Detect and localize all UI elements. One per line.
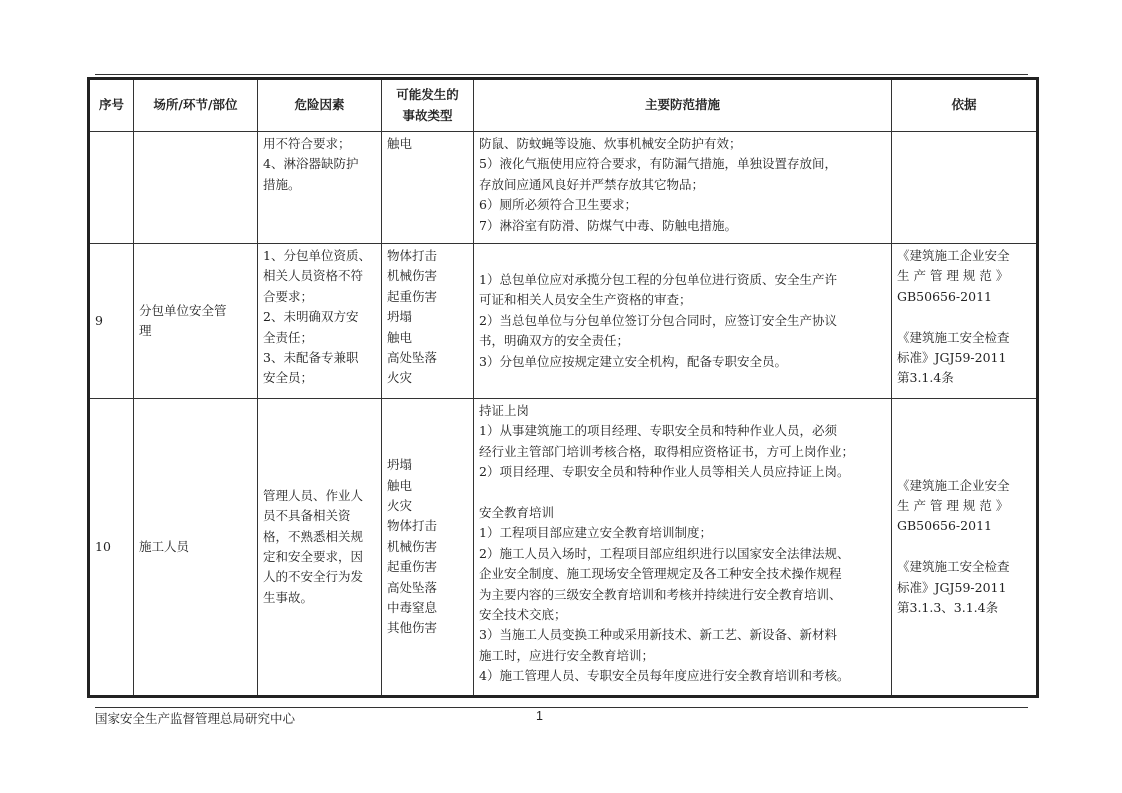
table-header-row [89,79,1038,132]
text-line: 相关人员资格不符 [263,268,364,284]
header-no: 序号 [89,79,134,132]
hazard-table [87,77,1039,698]
text-line: 火灾 [387,497,413,513]
header-accident [382,79,474,132]
cell-accident [382,132,474,244]
header-hazard: 危险因素 [258,79,382,132]
text-line: 触电 [387,136,413,151]
cell-no: 10 [89,399,134,697]
cell-accident [382,244,474,399]
text-line: 第3.1.4条 [897,370,954,386]
header-basis: 依据 [892,79,1038,132]
text-line: 起重伤害 [387,288,438,304]
text-line: 分包单位安全管 [139,302,227,318]
text-line: 第3.1.3、3.1.4条 [897,600,999,616]
header-place: 场所/环节/部位 [134,79,258,132]
text-line: 其他伤害 [387,620,438,636]
cell-basis [892,132,1038,244]
text-line: 1）总包单位应对承揽分包工程的分包单位进行资质、安全生产许 [479,271,837,287]
text-line: 4）施工管理人员、专职安全员每年度应进行安全教育培训和考核。 [479,668,850,684]
text-line [897,307,1031,327]
table-row [89,244,1038,399]
text-line: 起重伤害 [387,559,438,575]
cell-place [134,244,258,399]
text-line: 安全技术交底； [479,607,567,623]
text-line: 施工时，应进行安全教育培训； [479,647,655,663]
text-line: 3）当施工人员变换工种或采用新技术、新工艺、新设备、新材料 [479,627,837,643]
text-line: 《建筑施工安全检查 [897,559,1010,575]
cell-no [89,132,134,244]
text-line: 高处坠落 [387,579,438,595]
text-line: 6）厕所必须符合卫生要求； [479,197,637,213]
text-line: 物体打击 [387,518,438,534]
text-line: 2、未明确双方安 [263,309,359,325]
text-line: 1）从事建筑施工的项目经理、专职安全员和特种作业人员，必须 [479,423,837,439]
text-line: 企业安全制度、施工现场安全管理规定及各工种安全技术操作规程 [479,566,842,582]
text-line [897,537,1031,557]
header-rule [95,74,1028,75]
text-line: 机械伤害 [387,268,438,284]
text-line: 触电 [387,329,413,345]
cell-basis [892,399,1038,697]
text-line: 触电 [387,477,413,493]
table-row [89,399,1038,697]
text-line: 标准》JGJ59-2011 [897,579,1007,595]
text-line: 《建筑施工企业安全 [897,477,1010,493]
text-line: 火灾 [387,370,413,386]
text-line: 物体打击 [387,248,438,263]
text-line: 可证和相关人员安全生产资格的审查； [479,292,692,308]
text-line: 标准》JGJ59-2011 [897,350,1007,366]
text-line: 防鼠、防蚊蝇等设施、炊事机械安全防护有效； [479,136,742,151]
text-line: 安全员； [263,370,314,386]
footer-organization: 国家安全生产监督管理总局研究中心 [95,711,296,726]
cell-place [134,132,258,244]
cell-hazard [258,132,382,244]
text-line: 机械伤害 [387,538,438,554]
text-line: 全责任； [263,329,314,345]
footer-rule [95,707,1028,708]
text-line [479,483,886,503]
text-line: 《建筑施工安全检查 [897,329,1010,345]
text-line: 生事故。 [263,589,314,605]
text-line: 2）项目经理、专职安全员和特种作业人员等相关人员应持证上岗。 [479,464,850,480]
cell-basis [892,244,1038,399]
text-line: 3）分包单位应按规定建立安全机构，配备专职安全员。 [479,353,787,369]
header-measures: 主要防范措施 [474,79,892,132]
text-line: 存放间应通风良好并严禁存放其它物品； [479,176,705,192]
text-line: 书，明确双方的安全责任； [479,333,630,349]
text-line: 为主要内容的三级安全教育培训和考核并持续进行安全教育培训、 [479,586,842,602]
text-line: 定和安全要求，因 [263,549,364,564]
cell-accident [382,399,474,697]
text-line: 合要求； [263,288,314,304]
text-line: 理 [139,323,152,338]
text-line: 2）施工人员入场时，工程项目部应组织进行以国家安全法律法规、 [479,545,850,561]
text-line: 施工人员 [139,538,190,554]
cell-place [134,399,258,697]
text-line: 中毒窒息 [387,600,438,616]
text-line: 生 产 管 理 规 范 》 [897,497,1009,513]
cell-no: 9 [89,244,134,399]
text-line: 1）工程项目部应建立安全教育培训制度； [479,525,712,541]
header-accident-line1: 可能发生的 [396,87,459,103]
text-line: 员不具备相关资 [263,508,351,524]
text-line: 7）淋浴室有防滑、防煤气中毒、防触电措施。 [479,217,737,233]
text-line: 《建筑施工企业安全 [897,248,1010,263]
text-line: 经行业主管部门培训考核合格，取得相应资格证书，方可上岗作业； [479,443,855,459]
cell-measures [474,244,892,399]
text-line: GB50656-2011 [897,518,992,534]
cell-hazard [258,244,382,399]
page-number: 1 [536,709,543,723]
text-line: 2）当总包单位与分包单位签订分包合同时，应签订安全生产协议 [479,312,837,328]
text-line: 措施。 [263,176,301,192]
text-line: 生 产 管 理 规 范 》 [897,268,1009,284]
cell-measures [474,399,892,697]
text-line: GB50656-2011 [897,288,992,304]
text-line: 持证上岗 [479,403,530,418]
text-line: 用不符合要求； [263,136,351,151]
header-accident-line2: 事故类型 [402,107,453,123]
text-line: 高处坠落 [387,350,438,366]
text-line: 5）液化气瓶使用应符合要求，有防漏气措施，单独设置存放间， [479,156,837,172]
table-row [89,132,1038,244]
text-line: 1、分包单位资质、 [263,248,371,263]
text-line: 安全教育培训 [479,505,555,521]
text-line: 人的不安全行为发 [263,569,364,585]
text-line: 管理人员、作业人 [263,487,364,503]
cell-hazard [258,399,382,697]
text-line: 4、淋浴器缺防护 [263,156,359,172]
text-line: 坍塌 [387,457,413,473]
cell-measures [474,132,892,244]
text-line: 3、未配备专兼职 [263,350,359,366]
text-line: 格，不熟悉相关规 [263,528,364,544]
text-line: 坍塌 [387,309,413,325]
